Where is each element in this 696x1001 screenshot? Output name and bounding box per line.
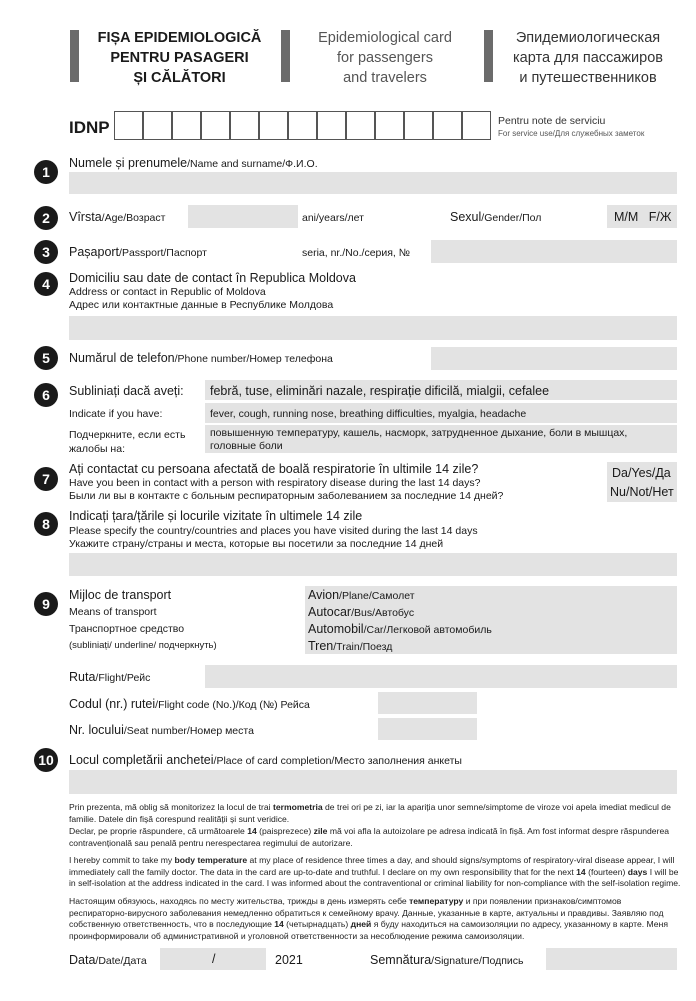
flight-code-label: Codul (nr.) rutei/Flight code (No.)/Код (№) Рейса — [69, 697, 310, 711]
contact-yes-option[interactable]: Da/Yes/Да — [612, 466, 671, 480]
transport-option-plane[interactable]: Avion/Plane/Самолет — [308, 588, 415, 602]
countries-field[interactable] — [69, 553, 677, 576]
section-number-4: 4 — [34, 272, 58, 296]
header-bar-right — [484, 30, 493, 82]
transport-option-bus[interactable]: Autocar/Bus/Автобус — [308, 605, 415, 619]
header-title-ro: FIȘA EPIDEMIOLOGICĂ PENTRU PASAGERI ȘI CĂLĂTORI — [97, 30, 262, 86]
gender-label: Sexul/Gender/Пол — [450, 210, 542, 224]
transport-hint: (subliniați/ underline/ подчеркнуть) — [69, 640, 217, 651]
transport-option-car[interactable]: Automobil/Car/Легковой автомобиль — [308, 622, 492, 636]
symptoms-question-ru: Подчеркните, если есть жалобы на: — [69, 429, 186, 455]
contact-question-en: Have you been in contact with a person with respiratory disease during the last 14 days? — [69, 477, 481, 489]
header-title-en: Epidemiological card for passengers and travelers — [318, 30, 452, 86]
name-field[interactable] — [69, 172, 677, 194]
section-number-1: 1 — [34, 160, 58, 184]
symptoms-list-ro: febră, tuse, eliminări nazale, respirație dificilă, mialgii, cefalee — [210, 384, 550, 398]
contact-question-ru: Были ли вы в контакте с больным респираторным заболеванием за последние 14 дней? — [69, 490, 504, 502]
symptoms-list-en: fever, cough, running nose, breathing difficulties, myalgia, headache — [210, 408, 527, 420]
section-number-7: 7 — [34, 467, 58, 491]
header-title-ru: Эпидемиологическая карта для пассажиров и путешественников — [513, 30, 663, 86]
section-number-10: 10 — [34, 748, 58, 772]
passport-field[interactable] — [431, 240, 677, 263]
date-label: Data/Date/Дата — [69, 953, 147, 967]
section-number-2: 2 — [34, 206, 58, 230]
address-label-ru: Адрес или контактные данные в Республике Молдова — [69, 299, 334, 311]
countries-label-ru: Укажите страну/страны и места, которые вы посетили за последние 14 дней — [69, 538, 444, 550]
section-number-3: 3 — [34, 240, 58, 264]
completion-place-field[interactable] — [69, 770, 677, 794]
transport-label-ro: Mijloc de transport — [69, 588, 172, 602]
route-label: Ruta/Flight/Рейс — [69, 670, 151, 684]
contact-question-ro: Ați contactat cu persoana afectată de boală respiratorie în ultimile 14 zile? — [69, 462, 479, 476]
age-label: Vîrsta/Age/Возраст — [69, 210, 166, 224]
symptoms-question-ro: Subliniați dacă aveți: — [69, 384, 184, 398]
phone-label: Numărul de telefon/Phone number/Номер телефона — [69, 351, 333, 365]
countries-label-ro: Indicați țara/țările și locurile vizitate în ultimele 14 zile — [69, 509, 363, 523]
header-bar-mid — [281, 30, 290, 82]
legal-text-en: I hereby commit to take my body temperature at my place of residence three times a day, and should signs/symptoms of respiratory-viral disease appear, I will immediately call the family doctor. The data in the card are up-to-date and truthful. I declare on my own responsibility that for the next 14 (fourteen) days I will be in self-isolation at the address indicated in the card. I was informed about the contraventional or criminal liability for non-compliance with the self-isolation regime. — [69, 855, 681, 888]
completion-place-label: Locul completării anchetei/Place of card completion/Место заполнения анкеты — [69, 753, 462, 767]
countries-label-en: Please specify the country/countries and places you have visited during the last 14 days — [69, 525, 478, 537]
section-number-5: 5 — [34, 346, 58, 370]
symptoms-list-ru: повышенную температуру, кашель, насморк, затрудненное дыхание, боли в мышцах, головные боли — [210, 427, 628, 452]
legal-text-ro-1: Prin prezenta, mă oblig să monitorizez la locul de trai termometria de trei ori pe zi, iar la apariția unor semne/simptome de viroze voi apela imediat medicul de familie. Datele din fișă corespund realității și sunt veridice. — [69, 802, 671, 824]
legal-text-ru: Настоящим обязуюсь, находясь по месту жительства, трижды в день измерять себе температуру и при появлении признаков/симптомов респираторно-вирусного заболевания немедленно обратиться к семейному врачу. Данные, указанные в карте, актуальны и правдивы. Заявляю под собственную ответственность, что в последующие 14 (четырнадцать) дней я буду находиться на самоизоляции по адресу, указанному в карте. Меня проинформировали об административной и уголовной ответственности за несоблюдение режима самоизоляции. — [69, 896, 668, 941]
transport-label-ru: Транспортное средство — [69, 623, 185, 635]
date-year: 2021 — [275, 953, 303, 967]
section-number-9: 9 — [34, 592, 58, 616]
years-label: ani/years/лет — [302, 212, 364, 224]
header-bar-left — [70, 30, 79, 82]
symptoms-question-en: Indicate if you have: — [69, 408, 163, 420]
seat-label: Nr. locului/Seat number/Номер места — [69, 723, 254, 737]
name-label: Numele și prenumele/Name and surname/Ф.И.О. — [69, 156, 318, 170]
passport-series-label: seria, nr./No./серия, № — [302, 247, 411, 259]
phone-field[interactable] — [431, 347, 677, 370]
date-separator: / — [212, 952, 216, 966]
transport-option-train[interactable]: Tren/Train/Поезд — [308, 639, 393, 653]
seat-field[interactable] — [378, 718, 477, 740]
legal-text-ro-2: Declar, pe proprie răspundere, că următoarele 14 (paisprezece) zile mă voi afla la autoizolare pe adresa indicată în fișă. Am fost informat despre răspunderea contravențională sau penală pentru nerespectarea regimului de autorizare. — [69, 826, 670, 848]
route-field[interactable] — [205, 665, 677, 688]
age-field[interactable] — [188, 205, 298, 228]
section-number-8: 8 — [34, 512, 58, 536]
service-note: Pentru note de serviciu For service use/Для служебных заметок — [498, 115, 645, 138]
section-number-6: 6 — [34, 383, 58, 407]
passport-label: Pașaport/Passport/Паспорт — [69, 245, 207, 259]
gender-options[interactable]: M/M F/Ж — [614, 210, 672, 224]
address-field[interactable] — [69, 316, 677, 340]
flight-code-field[interactable] — [378, 692, 477, 714]
address-label-en: Address or contact in Republic of Moldova — [69, 286, 266, 298]
signature-field[interactable] — [546, 948, 677, 970]
idnp-label: IDNP — [69, 118, 110, 137]
transport-label-en: Means of transport — [69, 606, 157, 618]
address-label-ro: Domiciliu sau date de contact în Republica Moldova — [69, 271, 356, 285]
contact-no-option[interactable]: Nu/Not/Нет — [610, 485, 674, 499]
signature-label: Semnătura/Signature/Подпись — [370, 953, 524, 967]
